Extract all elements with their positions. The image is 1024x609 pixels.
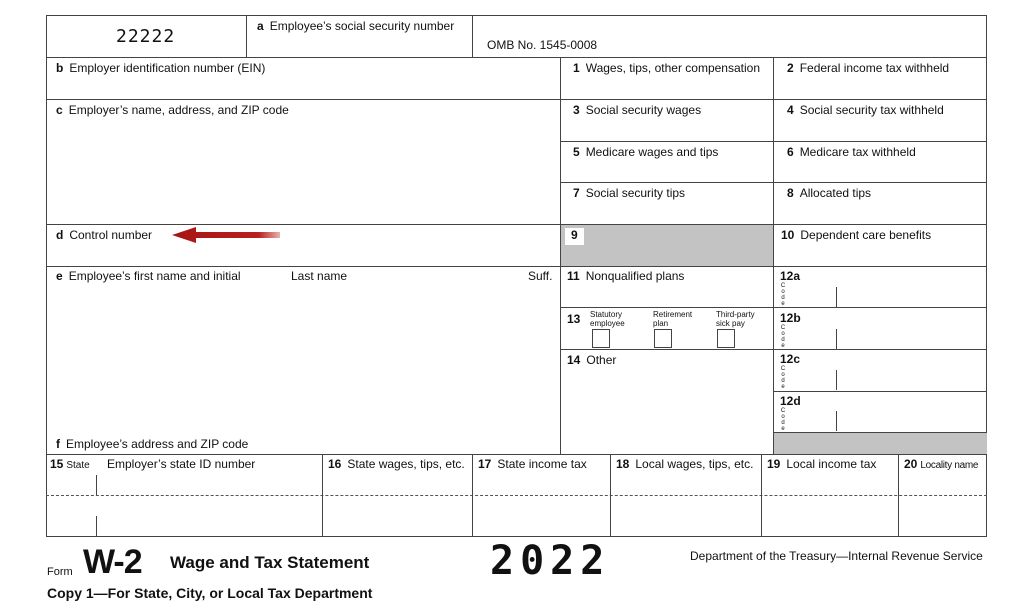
box-12d-label[interactable] [780, 394, 807, 408]
omb-number: OMB No. 1545-0008 [487, 38, 598, 52]
box-11-text: Nonqualified plans [585, 269, 685, 283]
box-13-num [567, 312, 586, 326]
rule [610, 454, 611, 537]
box-1-text: Wages, tips, other compensation [585, 61, 760, 75]
box-10-num: 10 [781, 228, 795, 242]
box-e-suffix: Suff. [528, 269, 553, 283]
box-16-text: State wages, tips, etc. [347, 457, 465, 471]
box-12a-num: 12a [780, 269, 801, 283]
statutory-label [590, 310, 625, 328]
statutory-line2: employee [590, 319, 625, 328]
box-18-text: Local wages, tips, etc. [635, 457, 754, 471]
box-f-text: Employee’s address and ZIP code [66, 437, 249, 451]
arrow-left-icon [170, 225, 282, 245]
box-13-number: 13 [567, 312, 581, 326]
box-9-num: 9 [571, 228, 578, 242]
box-f-label[interactable] [56, 437, 248, 451]
retirement-label [653, 310, 692, 328]
box-7-num: 7 [573, 186, 580, 200]
box-12b-num: 12b [780, 311, 801, 325]
box-14-label[interactable] [567, 353, 616, 367]
rule [761, 454, 762, 537]
box-20-text: Locality name [920, 460, 979, 471]
divider [836, 329, 837, 349]
box-4-text: Social security tax withheld [799, 103, 944, 117]
rule [246, 15, 247, 57]
box-11-num: 11 [567, 269, 580, 283]
retirement-plan-checkbox[interactable] [654, 329, 672, 348]
box-14-num: 14 [567, 353, 581, 367]
rule [472, 454, 473, 537]
rule [46, 454, 987, 455]
rule [773, 391, 987, 392]
box-2-num: 2 [787, 61, 794, 75]
box-4-label[interactable] [787, 103, 944, 117]
box-12d-num: 12d [780, 394, 801, 408]
box-17-label[interactable] [478, 457, 587, 471]
void-code: 22222 [116, 26, 176, 47]
box-10-text: Dependent care benefits [800, 228, 932, 242]
statutory-employee-checkbox[interactable] [592, 329, 610, 348]
divider [836, 287, 837, 307]
box-1-label[interactable] [573, 61, 760, 75]
box-12-shade [774, 433, 987, 454]
box-12c-num: 12c [780, 352, 801, 366]
box-18-num: 18 [616, 457, 630, 471]
code-caption: Code [780, 366, 786, 390]
form-name: W-2 [83, 543, 142, 581]
box-19-text: Local income tax [786, 457, 877, 471]
box-4-num: 4 [787, 103, 794, 117]
third-party-sick-pay-checkbox[interactable] [717, 329, 735, 348]
box-2-label[interactable] [787, 61, 949, 75]
box-7-text: Social security tips [585, 186, 686, 200]
rule [46, 57, 987, 58]
box-d-label[interactable] [56, 228, 152, 242]
box-5-label[interactable] [573, 145, 718, 159]
box-e-last-name: Last name [291, 269, 348, 283]
rule [322, 454, 323, 537]
box-20-num: 20 [904, 457, 918, 471]
box-3-text: Social security wages [585, 103, 702, 117]
box-d-text: Control number [69, 228, 153, 242]
box-14-text: Other [586, 353, 617, 367]
box-15-state: State [66, 460, 90, 471]
rule [773, 57, 774, 454]
box-8-num: 8 [787, 186, 794, 200]
box-15-label[interactable] [50, 457, 90, 473]
tax-year: 2022 [490, 538, 611, 584]
box-10-label[interactable] [781, 228, 931, 242]
box-e-num: e [56, 269, 63, 283]
box-12c-label[interactable] [780, 352, 806, 366]
code-caption: Code [780, 408, 786, 432]
box-7-label[interactable] [573, 186, 685, 200]
retirement-line1: Retirement [653, 310, 693, 319]
box-19-num: 19 [767, 457, 781, 471]
state-divider [96, 475, 97, 495]
divider [836, 370, 837, 390]
box-c-text: Employer’s name, address, and ZIP code [68, 103, 289, 117]
box-12a-label[interactable] [780, 269, 806, 283]
box-9-shade [561, 225, 773, 266]
box-9-label[interactable] [565, 228, 584, 245]
box-a-text: Employee’s social security number [269, 19, 455, 33]
box-e-label[interactable] [56, 269, 241, 283]
box-d-num: d [56, 228, 64, 242]
box-1-num: 1 [573, 61, 580, 75]
copy-designation: Copy 1—For State, City, or Local Tax Department [47, 585, 373, 601]
rule [898, 454, 899, 537]
statutory-line1: Statutory [590, 310, 623, 319]
box-e-text: Employee’s first name and initial [68, 269, 241, 283]
rule [472, 15, 473, 57]
box-3-label[interactable] [573, 103, 701, 117]
box-c-num: c [56, 103, 63, 117]
box-f-num: f [56, 437, 60, 451]
box-16-num: 16 [328, 457, 342, 471]
box-6-num: 6 [787, 145, 794, 159]
box-6-label[interactable] [787, 145, 916, 159]
form-title: Wage and Tax Statement [170, 553, 370, 572]
box-18-label[interactable] [616, 457, 753, 471]
retirement-line2: plan [653, 319, 669, 328]
box-2-text: Federal income tax withheld [799, 61, 950, 75]
third-party-label [716, 310, 755, 328]
box-6-text: Medicare tax withheld [799, 145, 916, 159]
box-c-label[interactable] [56, 103, 289, 117]
box-a-num: a [257, 19, 264, 33]
box-a-label[interactable] [257, 19, 454, 33]
box-12b-label[interactable] [780, 311, 807, 325]
box-b-text: Employer identification number (EIN) [69, 61, 266, 75]
box-15-state-id: Employer’s state ID number [107, 457, 256, 471]
box-8-label[interactable] [787, 186, 871, 200]
box-3-num: 3 [573, 103, 580, 117]
box-5-text: Medicare wages and tips [585, 145, 719, 159]
box-15-num: 15 [50, 457, 64, 471]
code-caption: Code [780, 283, 786, 307]
box-b-num: b [56, 61, 64, 75]
divider [836, 411, 837, 431]
box-8-text: Allocated tips [799, 186, 872, 200]
third-party-line1: Third-party [716, 310, 755, 319]
box-17-text: State income tax [497, 457, 587, 471]
box-b-label[interactable] [56, 61, 265, 75]
box-19-label[interactable] [767, 457, 876, 471]
rule [46, 99, 987, 100]
department: Department of the Treasury—Internal Revenue Service [690, 549, 983, 563]
box-5-num: 5 [573, 145, 580, 159]
box-11-label[interactable] [567, 269, 684, 283]
box-16-label[interactable] [328, 457, 465, 471]
third-party-line2: sick pay [716, 319, 745, 328]
code-caption: Code [780, 325, 786, 349]
form-word: Form [47, 566, 73, 578]
box-20-label[interactable] [904, 457, 978, 473]
box-17-num: 17 [478, 457, 492, 471]
rule [46, 266, 987, 267]
state-divider [96, 516, 97, 536]
dashed-rule [46, 495, 987, 496]
